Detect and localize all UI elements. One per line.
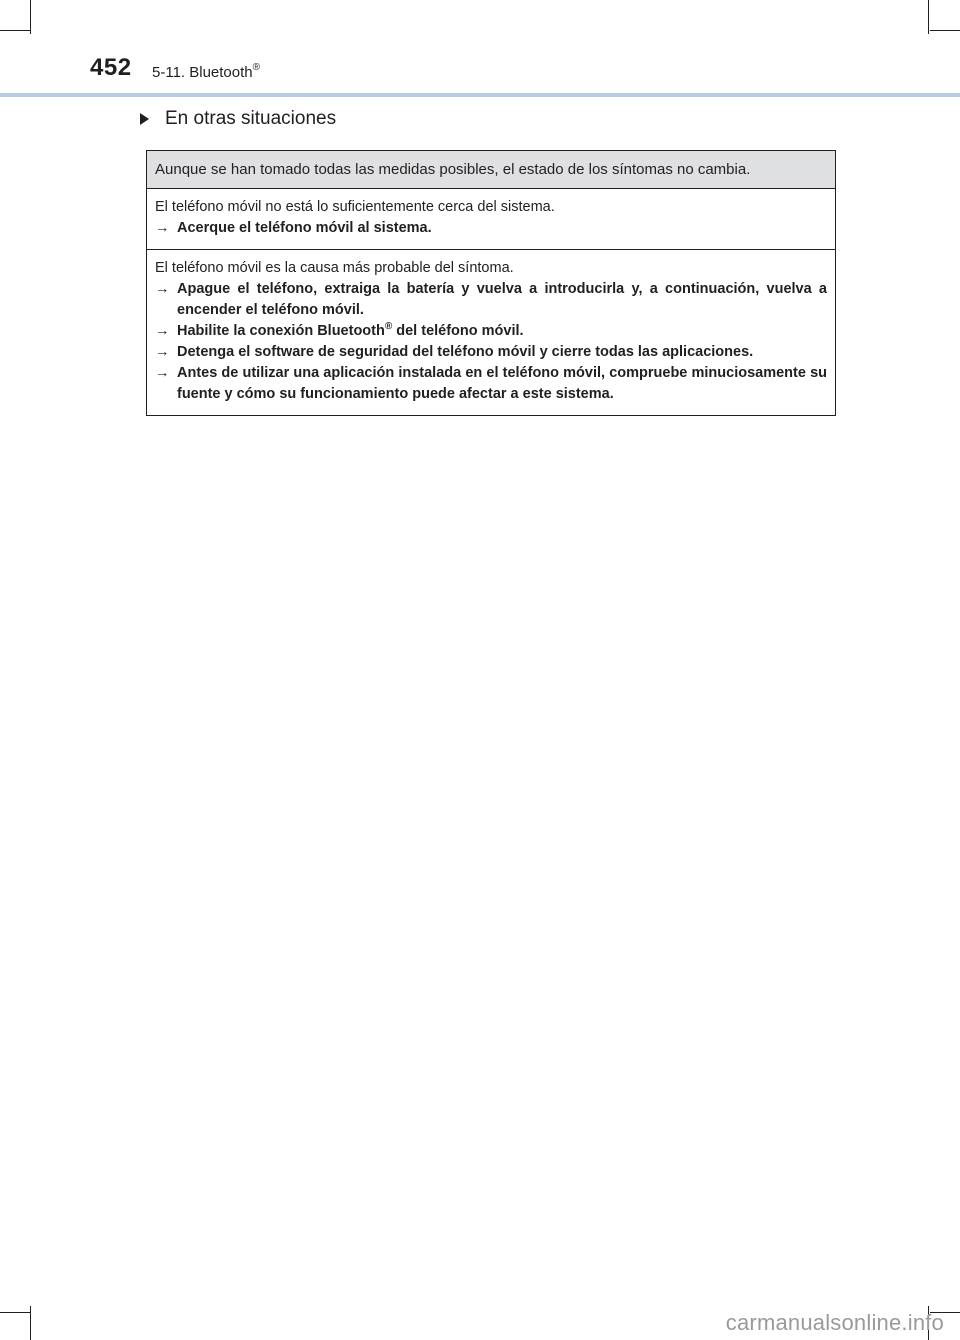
- crop-mark-bottom-left-h: [0, 1312, 30, 1313]
- arrow-icon: →: [155, 344, 170, 360]
- cause-text: El teléfono móvil es la causa más probable del síntoma.: [155, 260, 514, 276]
- arrow-icon: →: [155, 323, 170, 339]
- remedy-item: [155, 321, 827, 342]
- watermark: carmanualsonline.info: [725, 1310, 944, 1335]
- page-header: [0, 0, 960, 100]
- remedy-text: Apague el teléfono, extraiga la batería y vuelva a introducirla y, a continuación, vuelva a encender el teléfono móvil.: [177, 281, 827, 318]
- remedy-text: Detenga el software de seguridad del teléfono móvil y cierre todas las aplicaciones.: [177, 344, 754, 360]
- remedy-text: [177, 321, 524, 342]
- remedy-text: Acerque el teléfono móvil al sistema.: [177, 220, 432, 236]
- section-title-text: 5-11. Bluetooth: [152, 64, 253, 81]
- crop-mark-bottom-left-v: [30, 1306, 31, 1340]
- remedy-text-after: del teléfono móvil.: [392, 323, 524, 339]
- arrow-icon: →: [155, 365, 170, 381]
- subheading-text: En otras situaciones: [165, 108, 337, 129]
- cause-text: El teléfono móvil no está lo suficientemente cerca del sistema.: [155, 199, 555, 215]
- remedy-item: [155, 342, 827, 363]
- subheading: [140, 108, 336, 130]
- registered-mark: ®: [384, 321, 393, 333]
- table-row: [147, 189, 835, 249]
- registered-mark: ®: [252, 62, 261, 73]
- remedy-item: [155, 363, 827, 405]
- remedy-text-before: Habilite la conexión Bluetooth: [177, 323, 385, 339]
- table-row: [147, 249, 835, 415]
- arrow-icon: →: [155, 281, 170, 297]
- troubleshooting-table: [146, 150, 836, 416]
- arrow-icon: →: [155, 220, 170, 236]
- page-number: 452: [90, 54, 132, 81]
- section-title: [152, 62, 260, 81]
- triangle-bullet-icon: [140, 113, 149, 125]
- remedy-text: Antes de utilizar una aplicación instalada en el teléfono móvil, compruebe minuciosamente su fuente y cómo su funcionamiento puede afectar a este sistema.: [177, 365, 827, 402]
- remedy-item: [155, 279, 827, 321]
- table-header: Aunque se han tomado todas las medidas posibles, el estado de los síntomas no cambia.: [147, 151, 835, 189]
- remedy-item: [155, 218, 827, 239]
- header-rule: [0, 93, 960, 97]
